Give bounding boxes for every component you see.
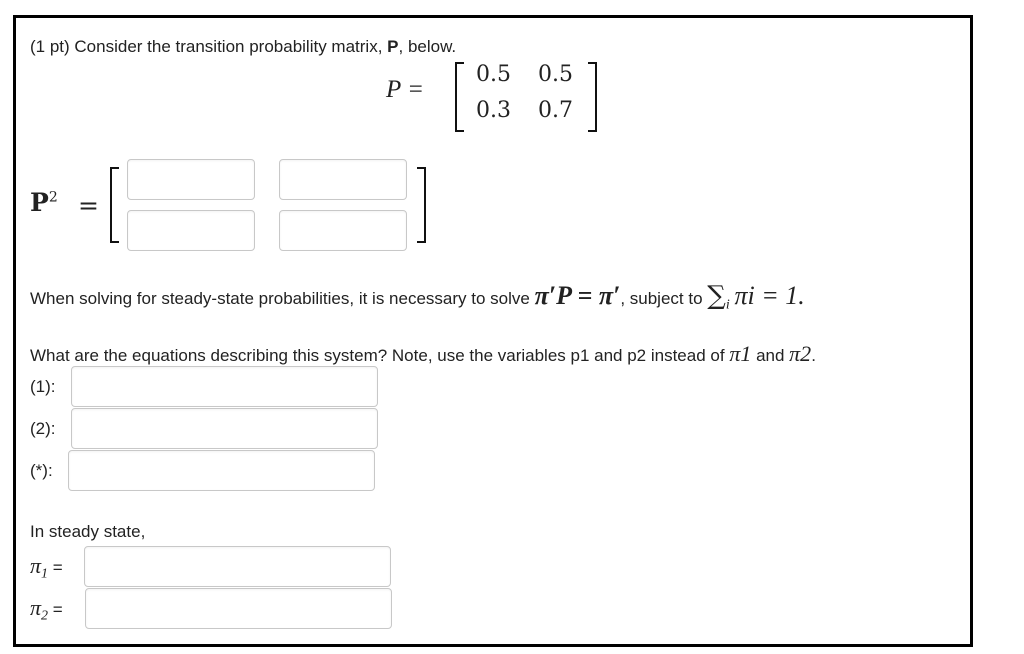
matrix-left-bracket	[455, 62, 464, 132]
steady-state-heading: In steady state,	[30, 522, 146, 541]
matrix-cell-1-2: 0.5	[538, 62, 573, 87]
eq2-label: (2):	[30, 419, 56, 438]
pi2-equals: =	[52, 600, 63, 619]
intro-prefix: (1 pt) Consider the transition probability matrix,	[30, 37, 388, 56]
matrix-cell-2-2: 0.7	[538, 98, 573, 123]
sum-subscript: i	[725, 297, 730, 313]
pi1-symbol: π1	[729, 341, 752, 366]
eq1-input[interactable]	[71, 366, 378, 407]
pi2-result-subscript: 2	[41, 608, 49, 624]
p-label: P =	[386, 76, 424, 103]
matrix-cell-1-1: 0.5	[476, 62, 511, 87]
equations-prompt-text: What are the equations describing this system? Note, use the variables p1 and p2 instead of	[30, 346, 730, 365]
p-squared-exponent: 2	[48, 189, 58, 206]
pi1-result-symbol: π	[30, 553, 42, 578]
steady-equation: π′P = π′	[534, 281, 621, 310]
pi2-result-input[interactable]	[85, 588, 392, 629]
answer-matrix-right-bracket	[417, 167, 426, 243]
equations-prompt	[30, 341, 816, 369]
sum-constraint: πi = 1.	[734, 281, 805, 310]
pi1-result-subscript: 1	[41, 566, 49, 582]
p-squared-cell-2-2-input[interactable]	[279, 210, 407, 251]
pi1-equals: =	[52, 558, 63, 577]
eq2-input[interactable]	[71, 408, 378, 449]
p-squared-base: P	[30, 188, 49, 217]
intro-suffix: , below.	[398, 37, 457, 56]
p-squared-cell-1-2-input[interactable]	[279, 159, 407, 200]
and-word: and	[751, 346, 790, 365]
pi2-result-label	[30, 595, 63, 624]
p-squared-cell-2-1-input[interactable]	[127, 210, 255, 251]
sum-symbol: ∑	[707, 281, 726, 311]
p-squared-cell-1-1-input[interactable]	[127, 159, 255, 200]
p-squared-label	[30, 188, 58, 217]
eqstar-input[interactable]	[68, 450, 375, 491]
eq1-label: (1):	[30, 377, 56, 396]
answer-matrix-left-bracket	[110, 167, 119, 243]
pi1-result-label	[30, 553, 63, 582]
matrix-cell-2-1: 0.3	[476, 98, 511, 123]
prompt-period: .	[811, 346, 816, 365]
intro-bold-p: P	[387, 37, 399, 56]
pi1-result-input[interactable]	[84, 546, 391, 587]
intro-text	[30, 37, 456, 57]
p-squared-equals: =	[78, 191, 99, 220]
matrix-right-bracket	[588, 62, 597, 132]
eqstar-label: (*):	[30, 461, 53, 480]
pi2-result-symbol: π	[30, 595, 42, 620]
steady-state-sentence	[30, 281, 805, 320]
pi2-symbol: π2	[789, 341, 812, 366]
steady-text-mid: , subject to	[620, 289, 708, 308]
steady-text-prefix: When solving for steady-state probabilities, it is necessary to solve	[30, 289, 535, 308]
